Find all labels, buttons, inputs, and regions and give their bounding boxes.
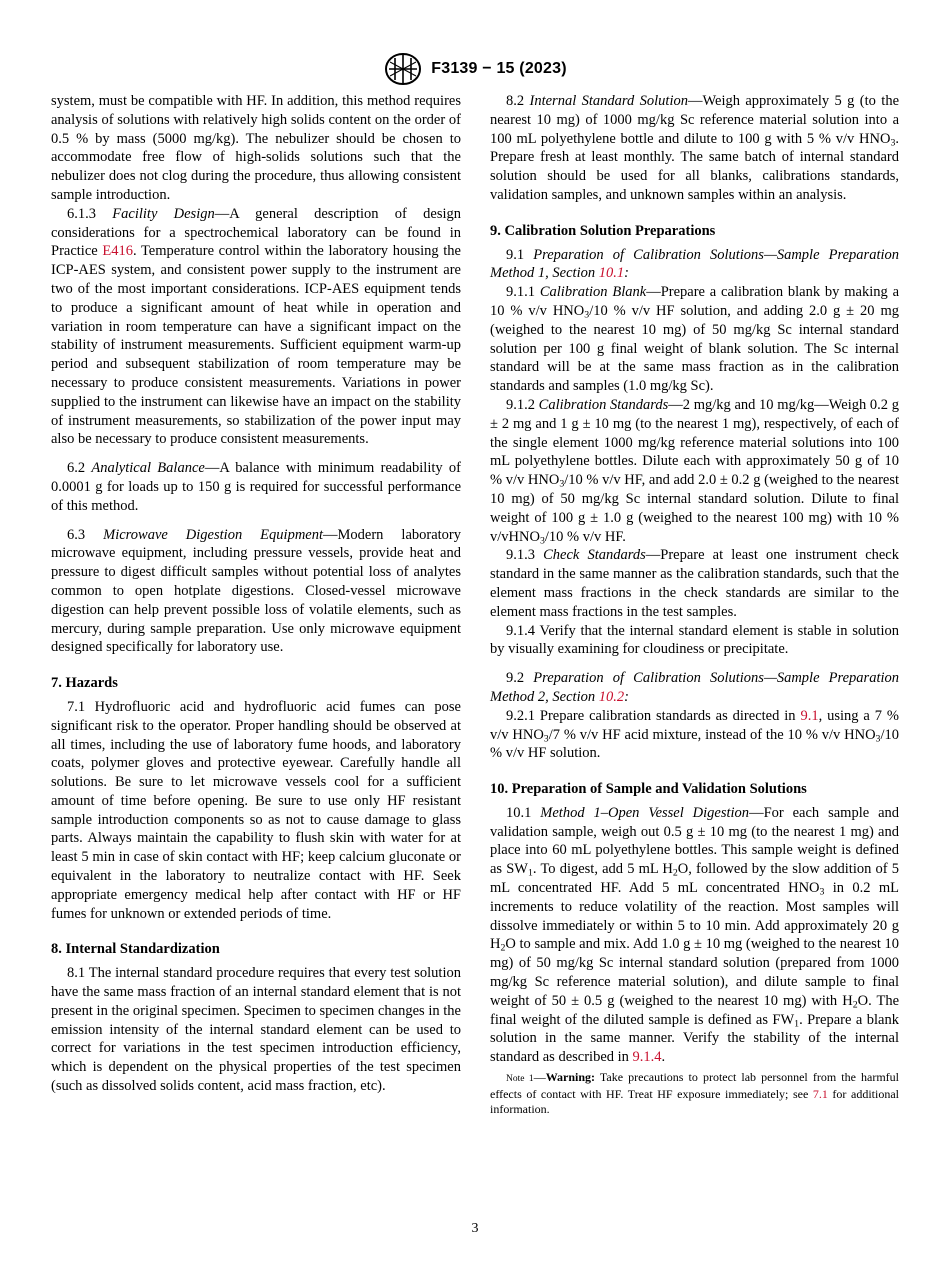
section-number: 6.3 [67, 526, 86, 543]
left-column [51, 92, 461, 1096]
section-number: 6.1.3 [67, 205, 96, 222]
section-number: 9.1.2 [506, 396, 535, 413]
paragraph-title: Internal Standard Solution [529, 93, 688, 109]
section-number: 9.1 [506, 246, 525, 263]
paragraph-9-1 [490, 246, 899, 284]
paragraph-title: Facility Design [112, 205, 215, 222]
paragraph-title: Calibration Blank [539, 284, 647, 301]
paragraph-8-2: 8.2 Internal Standard Solution—Weigh approximately 5 g (to the nearest 10 mg) of 1000 mg/kg Sc reference material solution into a 100 mL polyethylene bottle and dilute to 100 g with 5 % v/v $HNO_3$. Prepare fresh at least monthly. The same batch of internal standard solution should be used for all blanks, calibrations standards, validation samples, and unknown samples within an analysis. [490, 93, 899, 203]
document-designation: F3139 − 15 (2023) [431, 60, 567, 77]
section-heading-7: 7. Hazards [51, 675, 118, 692]
note-label: Note 1 [506, 1074, 534, 1085]
section-number: 9.1.3 [506, 547, 535, 564]
paragraph-6-3: 6.3 Microwave Digestion Equipment—Modern laboratory microwave equipment, including pressure vessels, provide heat and pressure to digest difficult samples without potential loss of analytes common to open hotplate digestions. Closed-vessel microwave digestion can help prevent possible loss of volatile elements, such as mercury, during sample preparation. Use only microwave equipment designed specifically for laboratory use. [51, 526, 462, 656]
page-number: 3 [471, 1221, 479, 1236]
warning-label: Warning: [545, 1070, 596, 1085]
reference-link-7-1[interactable]: 7.1 [812, 1087, 828, 1102]
section-number: 9.1.1 [506, 284, 535, 301]
astm-logo-icon [383, 52, 423, 86]
section-heading-10: 10. Preparation of Sample and Validation Solutions [490, 781, 807, 798]
paragraph-title: Calibration Standards [538, 396, 669, 413]
reference-link-e416[interactable]: E416 [102, 243, 133, 260]
paragraph-9-2-1: 9.2.1 Prepare calibration standards as directed in 9.1, using a 7 % v/v $HNO_3/7$ % v/v HF acid mixture, instead of the 10 % v/v $HNO_3/10$ % v/v HF solution. [490, 707, 899, 762]
reference-link-10-2[interactable]: 10.2 [598, 688, 625, 705]
paragraph-9-1-4: 9.1.4 Verify that the internal standard element is stable in solution by visually examining for cloudiness or precipitate. [490, 622, 899, 658]
section-number: 7.1 [67, 698, 86, 715]
paragraph-title: Preparation of Calibration Solutions—Sample Preparation Method 1, Section 10.1: [490, 246, 900, 282]
paragraph-title: Analytical Balance [91, 460, 205, 477]
section-number: 9.2.1 [506, 707, 535, 724]
page-header [0, 52, 950, 86]
section-number: 8.2 [506, 93, 525, 109]
section-number: 8.1 [67, 965, 86, 982]
paragraph-title: Preparation of Calibration Solutions—Sample Preparation Method 2, Section 10.2: [490, 670, 900, 705]
section-heading-8: 8. Internal Standardization [51, 941, 220, 958]
paragraph-9-1-3: 9.1.3 Check Standards—Prepare at least one instrument check standard in the same manner as the calibration standards, such that the element mass fractions in the check standards are similar to the element mass fractions in the test samples. [490, 547, 899, 620]
paragraph-title: Microwave Digestion Equipment [103, 526, 324, 543]
reference-link-10-1[interactable]: 10.1 [598, 265, 625, 282]
reference-link-9-1-4[interactable]: 9.1.4 [632, 1049, 662, 1066]
section-number: 9.1.4 [506, 622, 535, 639]
paragraph-title: Check Standards [543, 547, 646, 564]
section-heading-9: 9. Calibration Solution Preparations [490, 222, 716, 239]
paragraph-6-1-3: 6.1.3 Facility Design—A general description of design considerations for a spectrochemical laboratory can be found in Practice E416. Temperature control within the laboratory housing the ICP-AES system, and consistent power supply to the instrument are two of the most important considerations. ICP-AES equipment tends to produce a significant amount of heat while in operation and variation in room temperature can have a significant impact on the stability of instrument measurements. Sufficient equipment warm-up period and subsequent stabilization of room temperature may be necessary to produce consistent measurements. Variations in power supplied to the instrument can likewise have an impact on the stability of instrument measurements, so stabilization of the power input may also be necessary to produce consistent measurements. [51, 205, 462, 448]
section-number: 10.1 [506, 804, 532, 821]
right-column [490, 92, 899, 1118]
paragraph-9-1-2: 9.1.2 Calibration Standards—2 mg/kg and 10 mg/kg—Weigh 0.2 g ± 2 mg and 1 g ± 10 mg (to the nearest 1 mg), respectively, of each of the single element 1000 mg/kg reference material solutions into 100 mL polyethylene bottles. Dilute each with approximately 50 g of 10 % v/v $HNO_3/10$ % v/v HF, and add 2.0 ± 0.2 g (weighed to the nearest 10 mg) of 50 mg/kg Sc internal standard solution. Dilute to final weight of 100 g ± 1.0 g (weighed to the nearest 100 mg) with 10 % v/vHNO$_3$/10 % v/v HF. [490, 396, 900, 546]
paragraph-10-1: 10.1 Method 1–Open Vessel Digestion—For each sample and validation sample, weigh out 0.5 g ± 10 mg (to the nearest 1 mg) and place into 60 mL polyethylene bottles. This sample weight is defined as $SW_1$. To digest, add 5 mL $H_2O$, followed by the slow addition of 5 mL concentrated HF. Add 5 mL concentrated $HNO_3$ in 0.2 mL increments to reduce volatility of the reaction. Most samples will dissolve immediately or within 5 to 10 min. Add approximately 20 g $H_2O$ to sample and mix. Add 1.0 g ± 10 mg (weighed to the nearest 10 mg) of 50 mg/kg Sc internal standard solution (prepared from 1000 mg/kg Sc reference material solution), and dilute sample to final weight of 50 ± 0.5 g (weighed to the nearest 10 mg) with $H_2O$. The final weight of the diluted sample is defined as $FW_1$. Prepare a blank solution in the same manner. Verify the stability of the internal standard as described in 9.1.4. [490, 804, 900, 1066]
paragraph-8-1: 8.1 The internal standard procedure requires that every test solution have the same mass fraction of an internal standard element that is not present in the original specimen. Specimen to specimen changes in the emission intensity of the internal standard element can be used to correct for variations in the test specimen introduction efficiency, which is dependent on the physical properties of the test specimen (such as dissolved solids content, acid mass fraction, etc). [51, 965, 461, 1095]
section-number: 9.2 [506, 670, 525, 687]
paragraph-6-2: 6.2 Analytical Balance—A balance with minimum readability of 0.0001 g for loads up to 150 g is required for successful performance of this method. [51, 460, 461, 514]
section-number: 6.2 [67, 460, 86, 477]
paragraph-title: Method 1–Open Vessel Digestion [540, 804, 750, 821]
note-1: Note 1—Warning: Take precautions to protect lab personnel from the harmful effects of contact with HF. Treat HF exposure immediately; see 7.1 for additional information. [490, 1070, 899, 1117]
paragraph-7-1: 7.1 Hydrofluoric acid and hydrofluoric acid fumes can pose significant risk to the operator. Proper handling should be observed at all times, including the use of laboratory fume hoods, and laboratory coats, polymer gloves and protective eyewear. Carefully handle all solutions. Be sure to let microwave vessels cool for a sufficient amount of time before opening. Be sure to use only HF resistant sample introduction components so as not to cause damage to glass parts. Always maintain the capability to flush skin with water for at least 5 min in case of skin contact with HF; keep calcium gluconate or equivalent in the laboratory to neutralize contact with HF. Seek appropriate emergency medical help after contact with HF or HF fumes for unknown or extended periods of time. [51, 698, 461, 922]
paragraph-9-1-1: 9.1.1 Calibration Blank—Prepare a calibration blank by making a 10 % v/v $HNO_3/10$ % v/v HF solution, and adding 2.0 g ± 20 mg (weighed to the nearest 10 mg) of 50 mg/kg Sc internal standard solution per 100 g final weight of blank solution. The Sc internal standard will be at the same mass fraction as in the calibration standards and samples (1.0 mg/kg Sc). [490, 284, 900, 395]
reference-link-9-1[interactable]: 9.1 [800, 707, 819, 724]
paragraph-6-1-2-continued: system, must be compatible with HF. In addition, this method requires analysis of solutions with relatively high solids content on the order of 0.5 % by mass (5000 mg/kg). The nebulizer should be chosen to accommodate free flow of high-solids solutions such that the nebulizer does not clog during the procedure, thus allowing consistent sample introduction. [51, 93, 461, 203]
paragraph-9-2 [490, 669, 899, 707]
